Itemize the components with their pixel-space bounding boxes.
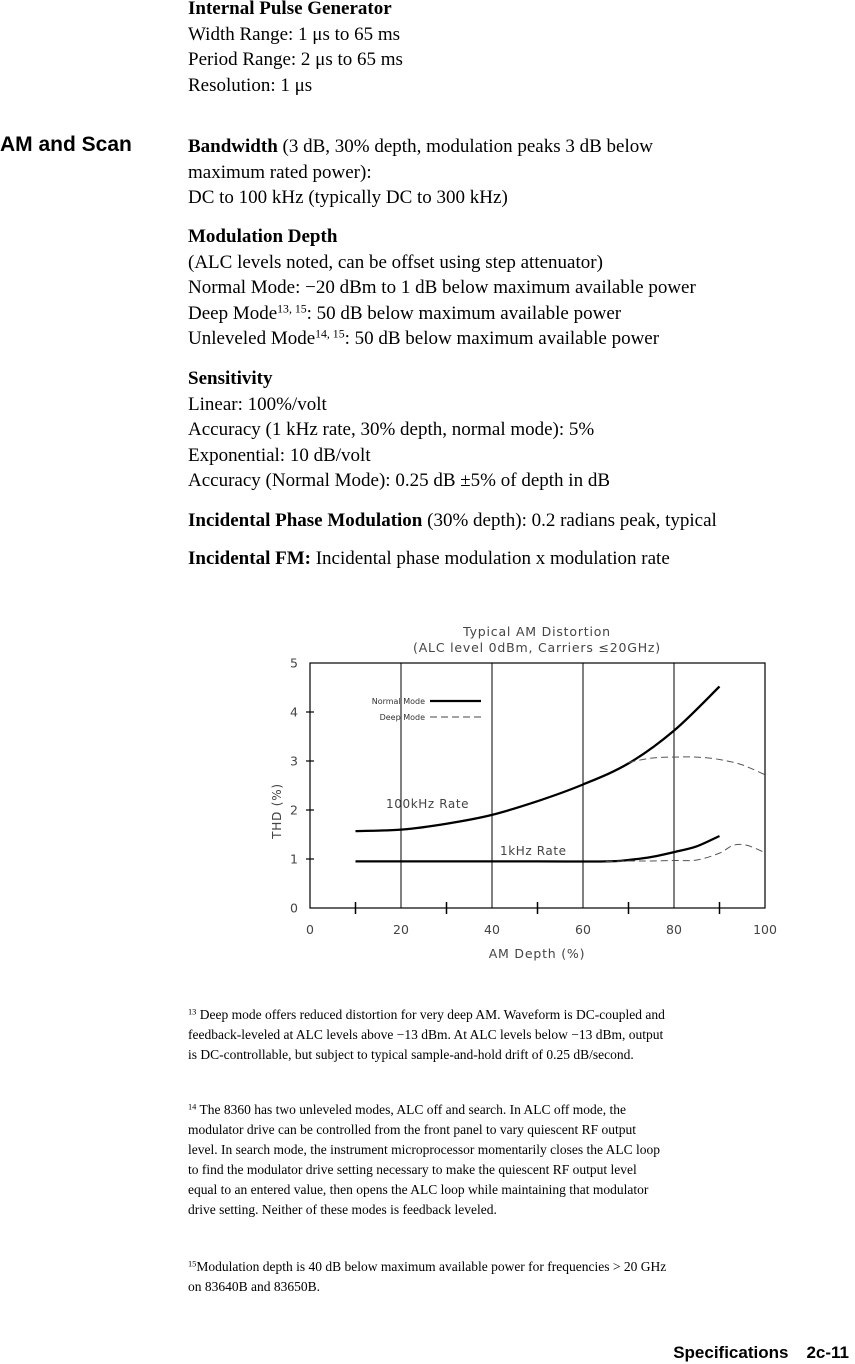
- footnote-line: modulator drive can be controlled from the front panel to vary quiescent RF output: [188, 1122, 637, 1137]
- section-title: AM and Scan: [0, 133, 132, 156]
- sensitivity-line: Linear: 100%/volt: [188, 393, 327, 415]
- x-tick-label: 0: [306, 922, 314, 937]
- modulation-depth-line: Normal Mode: −20 dBm to 1 dB below maximum available power: [188, 277, 696, 299]
- pulse-line: Resolution: 1 μs: [188, 74, 313, 96]
- legend-label-normal: Normal Mode: [371, 697, 425, 706]
- bandwidth-heading: Bandwidth: [188, 136, 278, 157]
- incidental-fm-text: Incidental phase modulation x modulation rate: [310, 548, 670, 569]
- unleveled-mode-label: Unleveled Mode: [188, 328, 316, 350]
- y-axis-label: THD (%): [270, 783, 284, 839]
- y-tick-label: 2: [290, 802, 298, 818]
- y-tick-label: 3: [290, 753, 298, 769]
- y-tick-label: 4: [290, 704, 298, 720]
- footnote-line: Modulation depth is 40 dB below maximum available power for frequencies > 20 GHz: [196, 1259, 667, 1274]
- unleveled-mode-text: : 50 dB below maximum available power: [344, 328, 660, 350]
- footnote-line: on 83640B and 83650B.: [188, 1279, 321, 1294]
- bandwidth-text: maximum rated power):: [188, 161, 372, 183]
- pulse-generator-block: [188, 0, 848, 98]
- footnote-line: drive setting. Neither of these modes is feedback leveled.: [188, 1202, 497, 1217]
- footnote-number: 15: [188, 1259, 197, 1269]
- unleveled-mode-line: [188, 326, 848, 352]
- bandwidth-text: (3 dB, 30% depth, modulation peaks 3 dB below: [277, 136, 653, 157]
- chart-subtitle: (ALC level 0dBm, Carriers ≤20GHz): [413, 640, 661, 655]
- incidental-pm-heading: Incidental Phase Modulation: [188, 510, 423, 531]
- x-tick-label: 40: [484, 922, 500, 937]
- incidental-fm-heading: Incidental FM:: [188, 548, 311, 569]
- modulation-depth-block: [188, 224, 848, 352]
- footnote-line: level. In search mode, the instrument microprocessor momentarily closes the ALC loop: [188, 1142, 661, 1157]
- footer-page-number: 2c-11: [806, 1343, 849, 1362]
- bandwidth-block: [188, 134, 848, 211]
- x-axis-label: AM Depth (%): [488, 946, 586, 961]
- y-tick-label: 5: [290, 655, 298, 671]
- incidental-fm-block: [188, 546, 848, 572]
- footnote-13: [188, 1005, 848, 1065]
- footnote-line: The 8360 has two unleveled modes, ALC off and search. In ALC off mode, the: [199, 1102, 627, 1117]
- deep-mode-text: : 50 dB below maximum available power: [306, 302, 622, 324]
- deep-mode-footnote-ref: 13, 15: [277, 302, 307, 316]
- y-tick-label: 0: [290, 900, 298, 916]
- pulse-heading: Internal Pulse Generator: [188, 0, 392, 19]
- page-footer: [673, 1343, 849, 1363]
- x-tick-label: 100: [753, 922, 777, 937]
- footnote-line: feedback-leveled at ALC levels above −13 dBm. At ALC levels below −13 dBm, output: [188, 1027, 664, 1042]
- annotation-1khz: 1kHz Rate: [500, 844, 567, 858]
- y-tick-label: 1: [290, 851, 298, 867]
- footnote-15: [188, 1257, 848, 1297]
- pulse-line: Period Range: 2 μs to 65 ms: [188, 49, 403, 71]
- annotation-100khz: 100kHz Rate: [386, 797, 470, 811]
- incidental-pm-block: [188, 508, 848, 534]
- x-tick-label: 20: [393, 922, 409, 937]
- footer-section: Specifications: [673, 1343, 789, 1362]
- series-line-100khz-rate-deep-mode: [629, 757, 766, 775]
- footnote-line: Deep mode offers reduced distortion for very deep AM. Waveform is DC-coupled and: [199, 1007, 665, 1022]
- modulation-depth-line: (ALC levels noted, can be offset using step attenuator): [188, 251, 603, 273]
- footnote-number: 13: [188, 1007, 197, 1017]
- legend-label-deep: Deep Mode: [379, 713, 425, 722]
- sensitivity-line: Exponential: 10 dB/volt: [188, 444, 371, 466]
- sensitivity-block: [188, 366, 848, 494]
- chart-title: Typical AM Distortion: [463, 624, 611, 639]
- footnote-line: to find the modulator drive setting necessary to make the quiescent RF output level: [188, 1162, 637, 1177]
- footnote-line: is DC-controllable, but subject to typical sample-and-hold drift of 0.25 dB/second.: [188, 1047, 634, 1062]
- deep-mode-line: [188, 301, 848, 327]
- am-distortion-chart: [0, 615, 855, 970]
- bandwidth-text: DC to 100 kHz (typically DC to 300 kHz): [188, 187, 508, 209]
- sensitivity-heading: Sensitivity: [188, 368, 273, 389]
- footnote-line: equal to an entered value, then opens the ALC loop while maintaining that modulator: [188, 1182, 649, 1197]
- footnote-14: [188, 1100, 848, 1220]
- unleveled-mode-footnote-ref: 14, 15: [315, 327, 345, 341]
- deep-mode-label: Deep Mode: [188, 302, 278, 324]
- x-tick-label: 80: [666, 922, 682, 937]
- modulation-depth-heading: Modulation Depth: [188, 226, 338, 247]
- sensitivity-line: Accuracy (Normal Mode): 0.25 dB ±5% of depth in dB: [188, 470, 610, 492]
- pulse-line: Width Range: 1 μs to 65 ms: [188, 23, 401, 45]
- footnote-number: 14: [188, 1102, 197, 1112]
- incidental-pm-text: (30% depth): 0.2 radians peak, typical: [422, 510, 717, 531]
- sensitivity-line: Accuracy (1 kHz rate, 30% depth, normal mode): 5%: [188, 419, 595, 441]
- x-tick-label: 60: [575, 922, 591, 937]
